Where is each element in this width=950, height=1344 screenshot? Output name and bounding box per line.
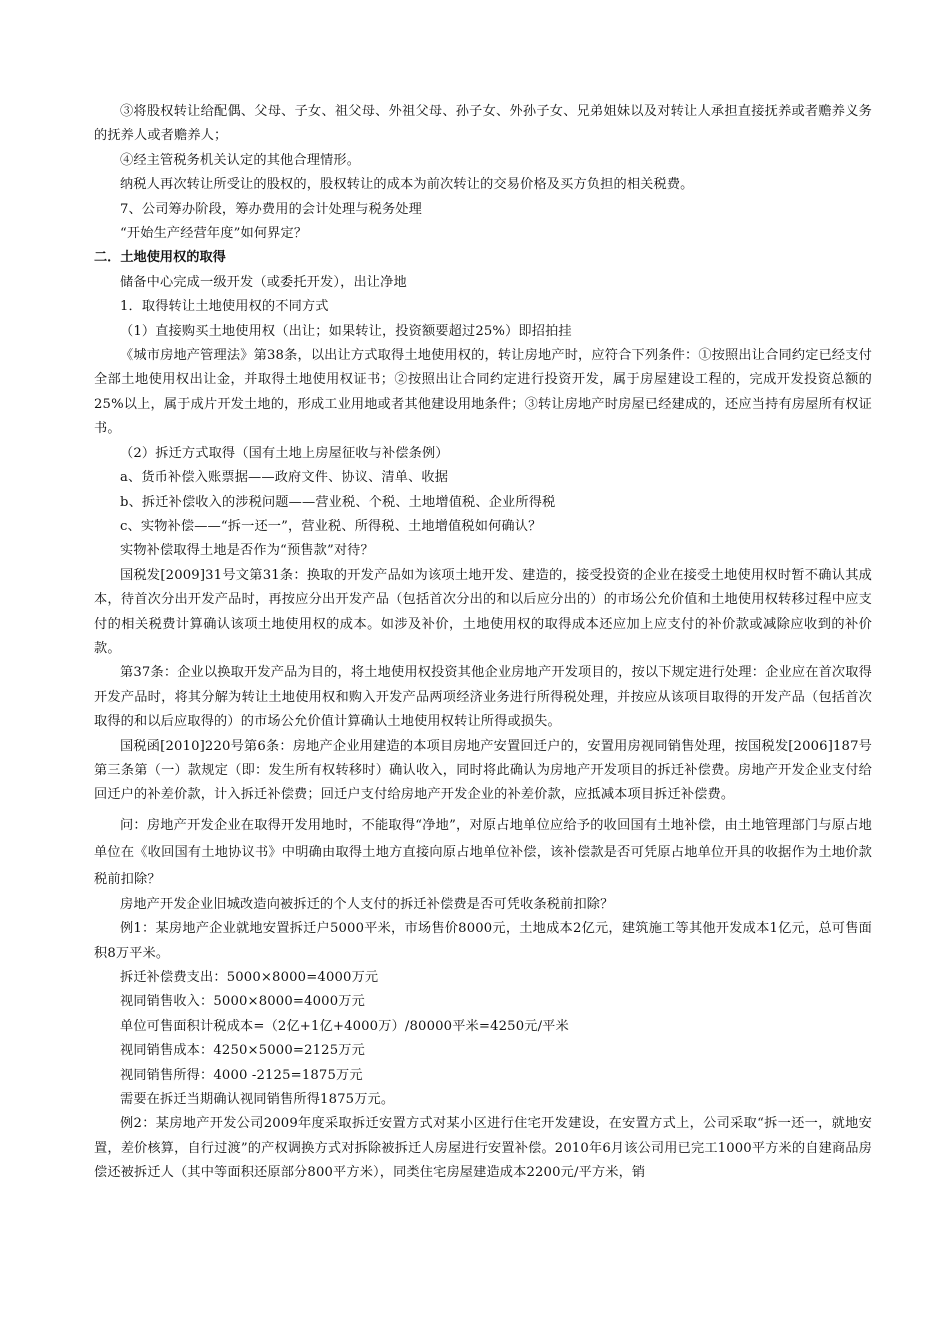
document-body bbox=[94, 100, 872, 1186]
calc-deemed-sales-cost: 视同销售成本：4250×5000=2125万元 bbox=[120, 1043, 365, 1059]
paragraph-direct-purchase: （1）直接购买土地使用权（出让；如果转让，投资额要超过25%）即招拍挂 bbox=[120, 323, 572, 339]
paragraph-retransfer-cost: 纳税人再次转让所受让的股权的，股权转让的成本为前次转让的交易价格及买方负担的相关税费。 bbox=[120, 177, 694, 193]
paragraph-guoshuifa-2009-31: 国税发[2009]31号文第31条：换取的开发产品如为该项土地开发、建造的，接受投资的企业在接受土地使用权时暂不确认其成本，待首次分出开发产品时，再按应分出开发产品（包括首次分出的和以后应分出的）的市场公允价值和土地使用权转移过程中应支付的相关税费计算确认该项土地使用权的成本。如涉及补价，土地使用权的取得成本还应加上应支付的补价款或减除应收到的补价款。 bbox=[94, 567, 872, 656]
list-item-c: c、实物补偿——“拆一还一”，营业税、所得税、土地增值税如何确认？ bbox=[120, 518, 542, 534]
section-heading-land-use-rights: 二．土地使用权的取得 bbox=[94, 250, 226, 266]
paragraph-qa-receipt: 房地产开发企业旧城改造向被拆迁的个人支付的拆迁补偿费是否可凭收条税前扣除？ bbox=[120, 896, 614, 912]
calc-deemed-sales-revenue: 视同销售收入：5000×8000=4000万元 bbox=[120, 994, 365, 1010]
paragraph-recognize-income: 需要在拆迁当期确认视同销售所得1875万元。 bbox=[120, 1092, 395, 1108]
calc-demolition-cost: 拆迁补偿费支出：5000×8000=4000万元 bbox=[120, 970, 379, 985]
paragraph-share-transfer-relatives: ③将股权转让给配偶、父母、子女、祖父母、外祖父母、孙子女、外孙子女、兄弟姐妹以及对转让人承担直接抚养或者赡养义务的抚养人或者赡养人； bbox=[94, 104, 872, 144]
paragraph-reserve-center: 储备中心完成一级开发（或委托开发），出让净地 bbox=[120, 274, 407, 290]
paragraph-example-1: 例1：某房地产企业就地安置拆迁户5000平米，市场售价8000元，土地成本2亿元，建筑施工等其他开发成本1亿元，总可售面积8万平米。 bbox=[94, 921, 872, 961]
paragraph-item-7: 7、公司筹办阶段，筹办费用的会计处理与税务处理 bbox=[120, 201, 422, 217]
paragraph-presale-question: 实物补偿取得土地是否作为“预售款”对待？ bbox=[120, 543, 374, 559]
paragraph-demolition-acquisition: （2）拆迁方式取得（国有土地上房屋征收与补偿条例） bbox=[120, 445, 449, 461]
paragraph-example-2: 例2：某房地产开发公司2009年度采取拆迁安置方式对某小区进行住宅开发建设，在安置方式上，公司采取“拆一还一，就地安置，差价核算，自行过渡”的产权调换方式对拆除被拆迁人房屋进行安置补偿。2010年6月该公司用已完工1000平方米的自建商品房偿还被拆迁人（其中等面积还原部分800平方米），同类住宅房屋建造成本2200元/平方米，销 bbox=[94, 1116, 872, 1181]
subheading-acquisition-methods: 1．取得转让土地使用权的不同方式 bbox=[120, 299, 329, 315]
paragraph-qa-net-land: 问：房地产开发企业在取得开发用地时，不能取得“净地”，对原占地单位应给予的收回国有土地补偿，由土地管理部门与原占地单位在《收回国有土地协议书》中明确由取得土地方直接向原占地单位补偿，该补偿款是否可凭原占地单位开具的收据作为土地价款税前扣除？ bbox=[94, 817, 872, 887]
paragraph-article-37: 第37条：企业以换取开发产品为目的，将土地使用权投资其他企业房地产开发项目的，按以下规定进行处理：企业应在首次取得开发产品时，将其分解为转让土地使用权和购入开发产品两项经济业务进行所得税处理，并按应从该项目取得的开发产品（包括首次取得的和以后应取得的）的市场公允价值计算确认土地使用权转让所得或损失。 bbox=[94, 665, 872, 730]
calc-unit-tax-cost: 单位可售面积计税成本=（2亿+1亿+4000万）/80000平米=4250元/平米 bbox=[120, 1018, 569, 1034]
list-item-a: a、货币补偿入账票据——政府文件、协议、清单、收据 bbox=[120, 470, 449, 486]
list-item-b: b、拆迁补偿收入的涉税问题——营业税、个税、土地增值税、企业所得税 bbox=[120, 494, 556, 510]
paragraph-other-reasonable-cases: ④经主管税务机关认定的其他合理情形。 bbox=[120, 152, 361, 168]
paragraph-question-start-year: “开始生产经营年度”如何界定？ bbox=[120, 226, 308, 242]
paragraph-guoshuihan-2010-220: 国税函[2010]220号第6条：房地产企业用建造的本项目房地产安置回迁户的，安置用房视同销售处理，按国税发[2006]187号第三条第（一）款规定（即：发生所有权转移时）确认收入，同时将此确认为房地产开发项目的拆迁补偿费。房地产开发企业支付给回迁户的补差价款，计入拆迁补偿费；回迁户支付给房地产开发企业的补差价款，应抵减本项目拆迁补偿费。 bbox=[94, 738, 872, 803]
calc-deemed-sales-income: 视同销售所得：4000 -2125=1875万元 bbox=[120, 1067, 363, 1083]
paragraph-real-estate-law-38: 《城市房地产管理法》第38条，以出让方式取得土地使用权的，转让房地产时，应符合下列条件：①按照出让合同约定已经支付全部土地使用权出让金，并取得土地使用权证书；②按照出让合同约定进行投资开发，属于房屋建设工程的，完成开发投资总额的25%以上，属于成片开发土地的，形成工业用地或者其他建设用地条件；③转让房地产时房屋已经建成的，还应当持有房屋所有权证书。 bbox=[94, 348, 872, 437]
